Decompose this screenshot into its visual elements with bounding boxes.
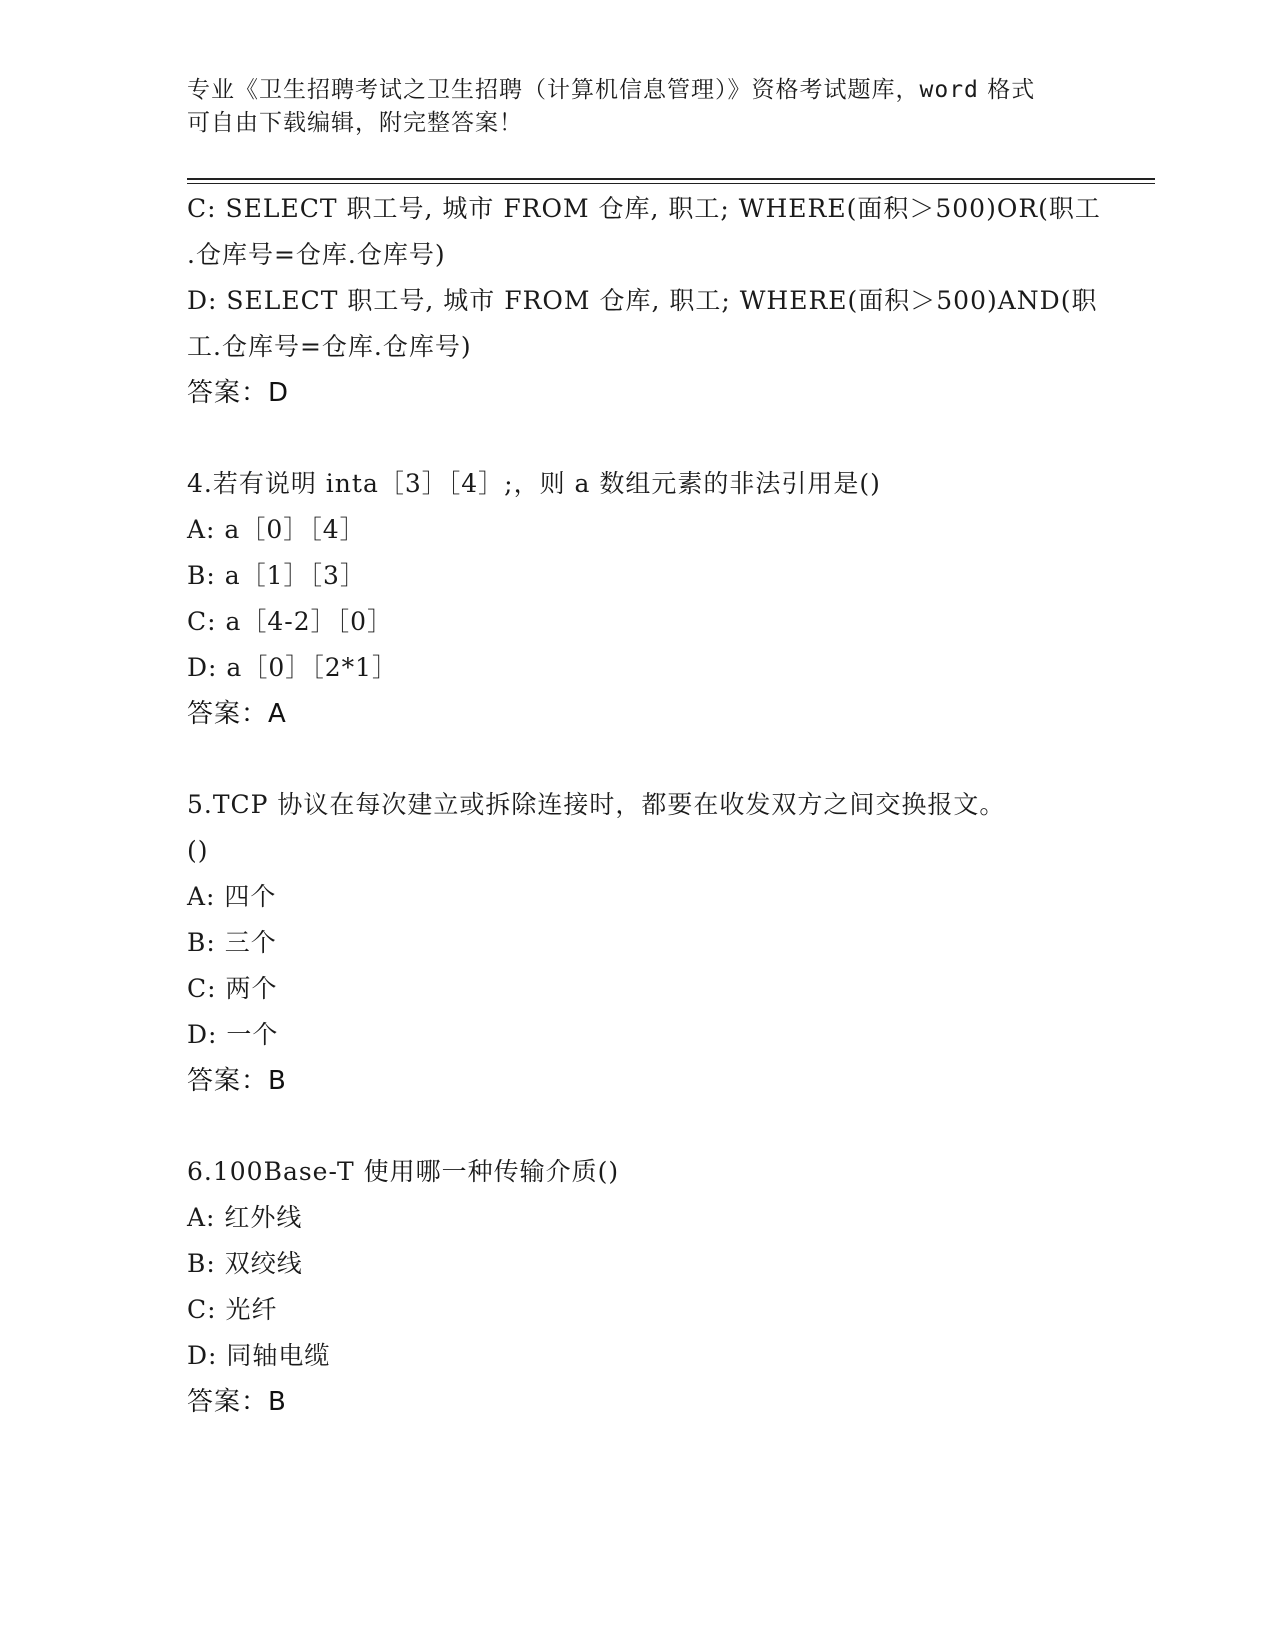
answer-label: 答案：A <box>187 699 287 729</box>
header-divider-thick <box>187 178 1155 180</box>
answer-label: 答案：B <box>187 1066 287 1096</box>
option-c: C: a［4-2］［0］ <box>187 607 394 636</box>
option-d: D: a［0］［2*1］ <box>187 653 399 682</box>
option-a: A: 红外线 <box>187 1203 303 1232</box>
spacer <box>187 737 1087 782</box>
answer-label: 答案：B <box>187 1387 287 1417</box>
question-text-line-1: 5.TCP 协议在每次建立或拆除连接时，都要在收发双方之间交换报文。 <box>187 790 1006 819</box>
header-format-text: 格式 <box>978 77 1036 103</box>
option-c: C: 光纤 <box>187 1295 278 1324</box>
header-line-1 <box>187 74 1087 107</box>
header-title-text: 专业《卫生招聘考试之卫生招聘（计算机信息管理）》资格考试题库， <box>187 77 920 103</box>
option-b: B: a［1］［3］ <box>187 561 366 590</box>
answer-label: 答案：D <box>187 378 290 408</box>
option-c: C: 两个 <box>187 974 278 1003</box>
header-divider-thin <box>187 183 1155 184</box>
option-d: D: 一个 <box>187 1020 279 1049</box>
question-text: 4.若有说明 inta［3］［4］;，则 a 数组元素的非法引用是() <box>187 469 881 498</box>
option-d-line-2: 工.仓库号=仓库.仓库号) <box>187 332 472 361</box>
document-header <box>187 74 1087 140</box>
option-c-line-2: .仓库号=仓库.仓库号) <box>187 240 446 269</box>
option-b: B: 双绞线 <box>187 1249 303 1278</box>
spacer <box>187 1104 1087 1149</box>
question-block-5 <box>187 782 1087 1104</box>
question-text: 6.100Base-T 使用哪一种传输介质() <box>187 1157 620 1186</box>
option-a: A: 四个 <box>187 882 277 911</box>
option-a: A: a［0］［4］ <box>187 515 366 544</box>
question-block-4 <box>187 461 1087 737</box>
option-c-line-1: C: SELECT 职工号, 城市 FROM 仓库, 职工; WHERE(面积＞500)OR(职工 <box>187 194 1101 223</box>
question-block-3 <box>187 186 1101 416</box>
option-b: B: 三个 <box>187 928 277 957</box>
option-d: D: 同轴电缆 <box>187 1341 331 1370</box>
spacer <box>187 416 1087 461</box>
option-d-line-1: D: SELECT 职工号, 城市 FROM 仓库, 职工; WHERE(面积＞500)AND(职 <box>187 286 1098 315</box>
question-content <box>187 186 1101 1425</box>
header-line-2: 可自由下载编辑，附完整答案！ <box>187 110 523 136</box>
question-text-line-2: () <box>187 836 209 865</box>
header-word-text: word <box>919 77 979 103</box>
question-block-6 <box>187 1149 1087 1425</box>
